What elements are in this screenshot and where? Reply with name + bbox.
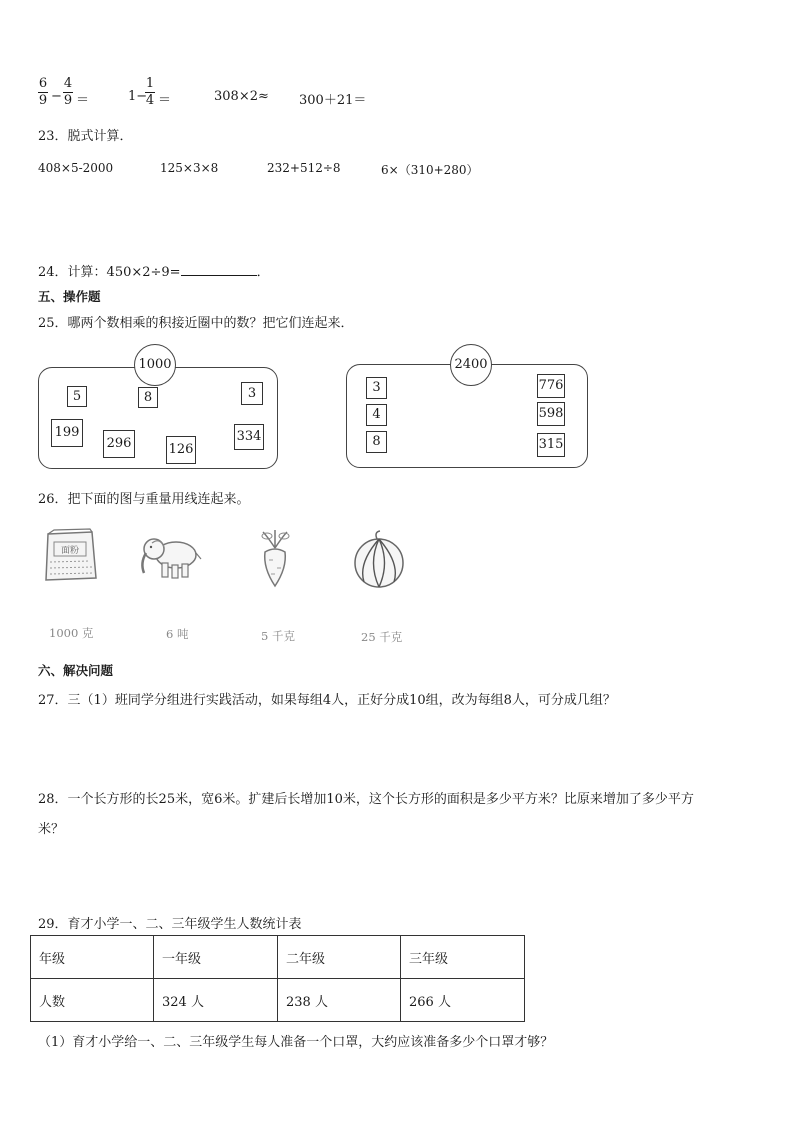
number-box[interactable]: 334 bbox=[234, 424, 264, 450]
grade-stats-table bbox=[30, 935, 525, 1022]
weight-label[interactable]: 5 千克 bbox=[261, 629, 295, 643]
target-circle-1000: 1000 bbox=[134, 344, 176, 386]
table-cell: 266 人 bbox=[401, 979, 525, 1022]
expression-308x2: 308×2≈ bbox=[214, 89, 269, 104]
number-box[interactable]: 315 bbox=[537, 433, 565, 457]
q29-title: 29．育才小学一、二、三年级学生人数统计表 bbox=[38, 917, 302, 932]
numerator: 4 bbox=[63, 76, 73, 91]
weight-label[interactable]: 1000 克 bbox=[49, 626, 94, 640]
numerator: 1 bbox=[145, 76, 155, 91]
watermelon-icon[interactable] bbox=[350, 530, 408, 590]
table-cell: 238 人 bbox=[278, 979, 401, 1022]
q25-title: 25．哪两个数相乘的积接近圈中的数？把它们连起来． bbox=[38, 316, 354, 331]
section-5-heading: 五、操作题 bbox=[38, 289, 101, 304]
number-box[interactable]: 126 bbox=[166, 436, 196, 464]
fraction-6-9 bbox=[38, 77, 48, 108]
number-box[interactable]: 776 bbox=[537, 374, 565, 398]
flour-bag-icon[interactable] bbox=[40, 528, 102, 584]
q23-item-3: 232+512÷8 bbox=[267, 161, 341, 175]
number-box[interactable]: 4 bbox=[366, 404, 387, 426]
table-header-cell: 一年级 bbox=[154, 936, 278, 979]
fraction-1-4 bbox=[145, 77, 155, 108]
q23-title: 23．脱式计算． bbox=[38, 129, 133, 144]
table-cell: 人数 bbox=[31, 979, 154, 1022]
denominator: 9 bbox=[38, 93, 48, 108]
number-box[interactable]: 5 bbox=[67, 386, 87, 407]
expression-300plus21: 300＋21＝ bbox=[299, 93, 367, 108]
number-box[interactable]: 3 bbox=[241, 382, 263, 405]
q24-suffix: ． bbox=[256, 265, 270, 280]
equals-sign: ＝ bbox=[158, 93, 172, 108]
denominator: 4 bbox=[145, 93, 155, 108]
q28-question-line-2: 米？ bbox=[38, 822, 65, 837]
fraction-4-9 bbox=[63, 77, 73, 108]
table-cell: 324 人 bbox=[154, 979, 278, 1022]
table-row bbox=[31, 979, 525, 1022]
q26-title: 26．把下面的图与重量用线连起来。 bbox=[38, 492, 250, 507]
q24-question bbox=[38, 261, 270, 280]
radish-icon[interactable] bbox=[253, 528, 297, 590]
number-box[interactable]: 8 bbox=[138, 387, 158, 408]
q24-prefix: 24．计算：450×2÷9= bbox=[38, 265, 181, 280]
minus-sign: − bbox=[51, 89, 62, 104]
q27-question: 27．三（1）班同学分组进行实践活动，如果每组4人，正好分成10组，改为每组8人，可分成几组？ bbox=[38, 693, 616, 708]
weight-label[interactable]: 6 吨 bbox=[166, 627, 189, 641]
answer-blank[interactable] bbox=[181, 263, 257, 276]
flour-bag-label: 面粉 bbox=[60, 546, 80, 556]
number-box[interactable]: 598 bbox=[537, 402, 565, 426]
number-box[interactable]: 296 bbox=[103, 430, 135, 458]
number-box[interactable]: 199 bbox=[51, 419, 83, 447]
q23-item-2: 125×3×8 bbox=[160, 161, 219, 175]
equals-sign: ＝ bbox=[76, 93, 90, 108]
elephant-icon[interactable] bbox=[138, 533, 204, 583]
q23-item-1: 408×5-2000 bbox=[38, 161, 114, 175]
table-header-cell: 三年级 bbox=[401, 936, 525, 979]
weight-label[interactable]: 25 千克 bbox=[361, 630, 403, 644]
denominator: 9 bbox=[63, 93, 73, 108]
one-minus: 1− bbox=[128, 89, 148, 104]
table-header-cell: 二年级 bbox=[278, 936, 401, 979]
section-6-heading: 六、解决问题 bbox=[38, 663, 114, 678]
q29-subquestion-1: （1）育才小学给一、二、三年级学生每人准备一个口罩，大约应该准备多少个口罩才够？ bbox=[38, 1035, 554, 1050]
number-box[interactable]: 3 bbox=[366, 377, 387, 399]
table-row bbox=[31, 936, 525, 979]
number-box[interactable]: 8 bbox=[366, 431, 387, 453]
target-circle-2400: 2400 bbox=[450, 344, 492, 386]
table-header-cell: 年级 bbox=[31, 936, 154, 979]
numerator: 6 bbox=[38, 76, 48, 91]
q23-item-4: 6×（310+280） bbox=[381, 163, 479, 177]
q28-question-line-1: 28．一个长方形的长25米，宽6米。扩建后长增加10米，这个长方形的面积是多少平方米？比原来增加了多少平方 bbox=[38, 792, 694, 807]
